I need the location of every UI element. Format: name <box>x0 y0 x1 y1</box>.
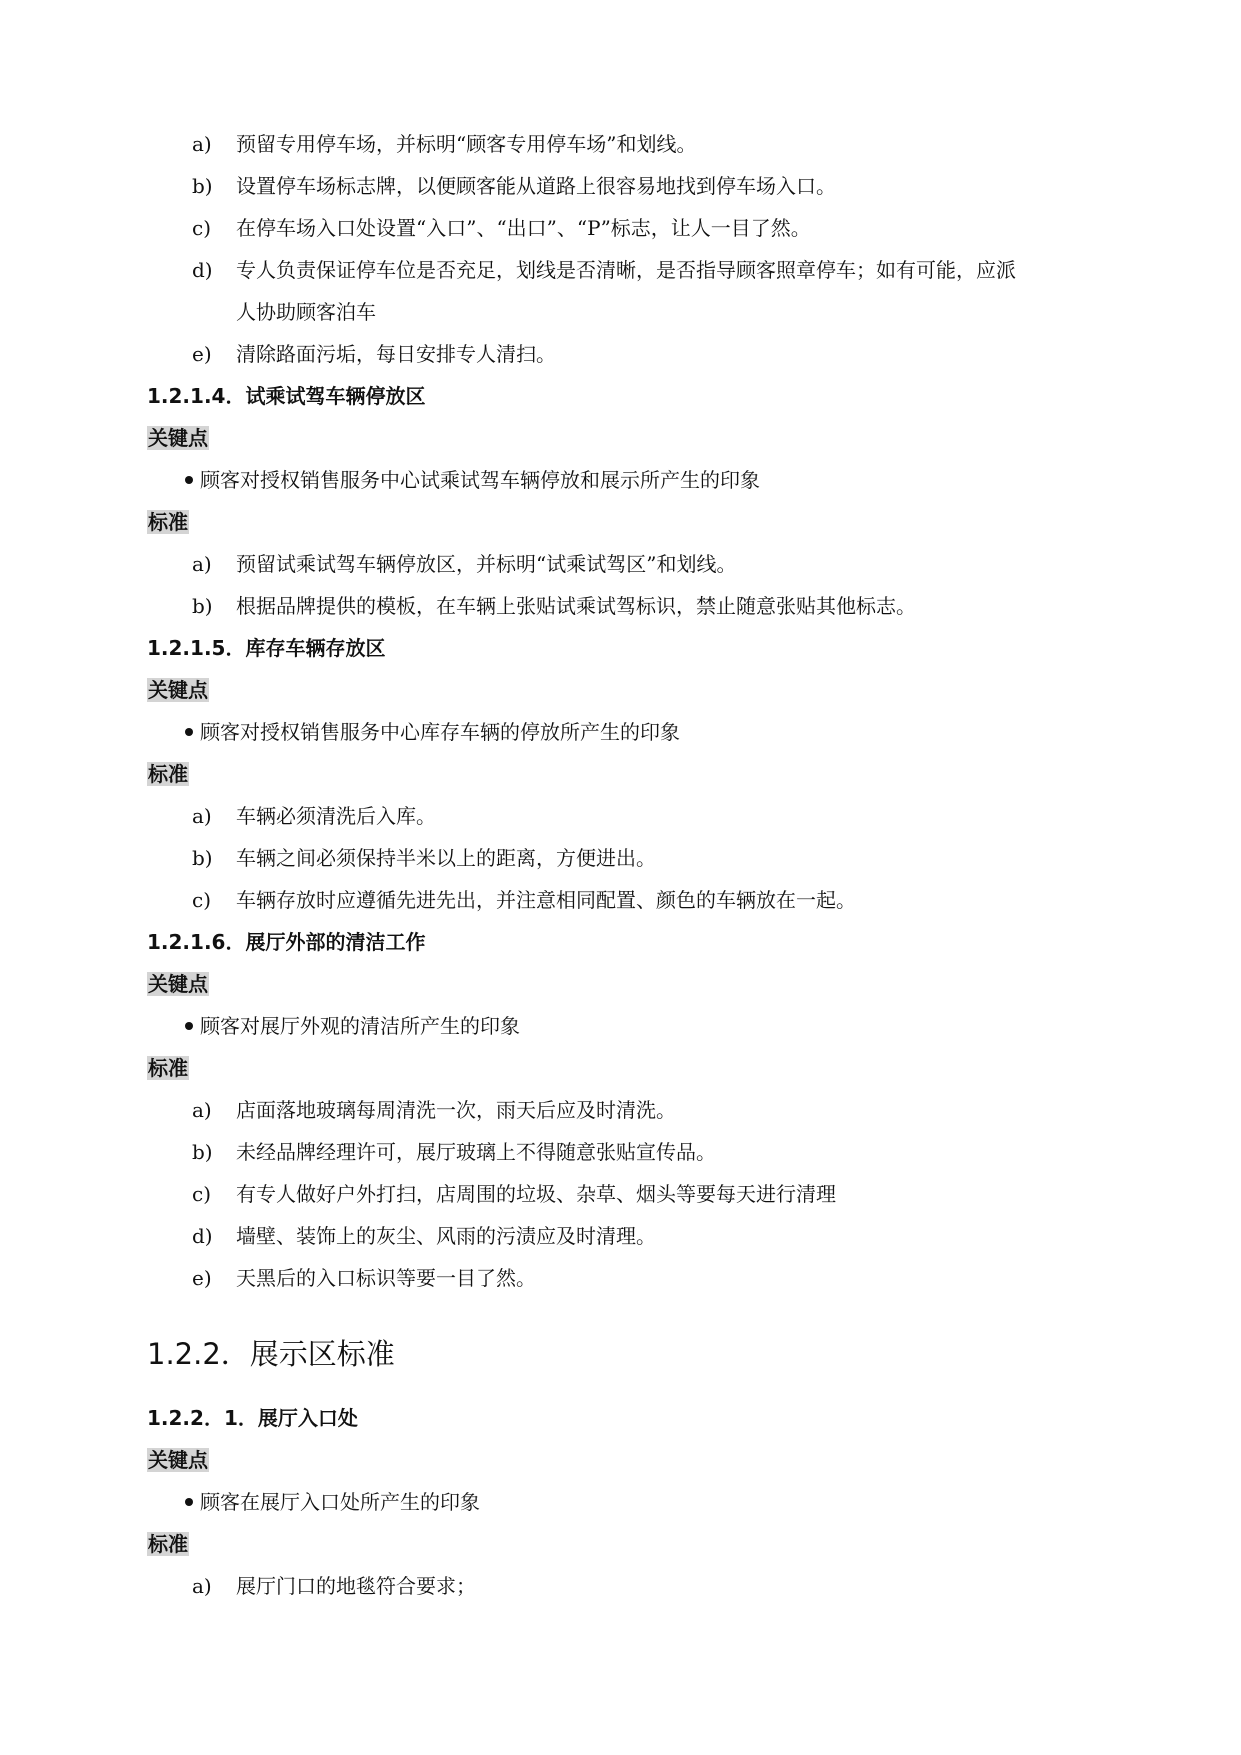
bullet-icon <box>185 1022 193 1030</box>
list-item <box>192 214 811 242</box>
item-continuation: 人协助顾客泊车 <box>236 300 376 324</box>
key-point-label: 关键点 <box>148 426 208 450</box>
item-text: 展厅门口的地毯符合要求； <box>236 1574 476 1598</box>
list-item <box>192 1180 836 1208</box>
list-item <box>192 256 1016 284</box>
item-label: e) <box>192 1266 212 1290</box>
item-label: c) <box>192 1182 212 1206</box>
item-label: d) <box>192 1224 213 1248</box>
item-label: d) <box>192 258 213 282</box>
list-item <box>192 550 736 578</box>
item-label: b) <box>192 174 213 198</box>
item-label: c) <box>192 216 212 240</box>
item-text: 车辆之间必须保持半米以上的距离，方便进出。 <box>236 846 656 870</box>
list-item <box>192 1572 476 1600</box>
key-point: 顾客对授权销售服务中心库存车辆的停放所产生的印象 <box>185 718 680 746</box>
item-text: 有专人做好户外打扫，店周围的垃圾、杂草、烟头等要每天进行清理 <box>236 1182 836 1206</box>
standard-label: 标准 <box>148 510 188 534</box>
list-item <box>192 802 436 830</box>
item-text: 在停车场入口处设置“入口”、“出口”、“P”标志，让人一目了然。 <box>236 216 811 240</box>
key-point: 顾客对授权销售服务中心试乘试驾车辆停放和展示所产生的印象 <box>185 466 760 494</box>
item-text: 天黑后的入口标识等要一目了然。 <box>236 1266 536 1290</box>
chapter-heading: 1.2.2．展示区标准 <box>147 1337 395 1371</box>
item-text: 预留试乘试驾车辆停放区，并标明“试乘试驾区”和划线。 <box>236 552 737 576</box>
bullet-icon <box>185 1498 193 1506</box>
item-text: 车辆存放时应遵循先进先出，并注意相同配置、颜色的车辆放在一起。 <box>236 888 856 912</box>
standard-label: 标准 <box>148 762 188 786</box>
item-label: a) <box>192 552 212 576</box>
list-item <box>192 592 916 620</box>
item-label: e) <box>192 342 212 366</box>
key-point: 顾客对展厅外观的清洁所产生的印象 <box>185 1012 520 1040</box>
section-heading: 1.2.1.6．展厅外部的清洁工作 <box>147 930 426 954</box>
item-text: 清除路面污垢，每日安排专人清扫。 <box>236 342 556 366</box>
list-item <box>192 1222 656 1250</box>
list-item <box>192 130 696 158</box>
item-label: a) <box>192 132 212 156</box>
list-item <box>192 1096 676 1124</box>
item-label: a) <box>192 804 212 828</box>
section-heading: 1.2.1.5．库存车辆存放区 <box>147 636 386 660</box>
item-label: b) <box>192 594 213 618</box>
key-point: 顾客在展厅入口处所产生的印象 <box>185 1488 480 1516</box>
bullet-icon <box>185 728 193 736</box>
standard-label: 标准 <box>148 1532 188 1556</box>
bullet-icon <box>185 476 193 484</box>
item-label: a) <box>192 1098 212 1122</box>
list-item <box>192 172 836 200</box>
item-text: 车辆必须清洗后入库。 <box>236 804 436 828</box>
item-text: 根据品牌提供的模板，在车辆上张贴试乘试驾标识，禁止随意张贴其他标志。 <box>236 594 916 618</box>
item-text: 店面落地玻璃每周清洗一次，雨天后应及时清洗。 <box>236 1098 676 1122</box>
item-label: b) <box>192 846 213 870</box>
standard-label: 标准 <box>148 1056 188 1080</box>
key-point-label: 关键点 <box>148 972 208 996</box>
item-text: 预留专用停车场，并标明“顾客专用停车场”和划线。 <box>236 132 697 156</box>
key-point-label: 关键点 <box>148 678 208 702</box>
list-item <box>192 844 656 872</box>
item-text: 专人负责保证停车位是否充足，划线是否清晰，是否指导顾客照章停车；如有可能，应派 <box>236 258 1016 282</box>
list-item <box>192 1138 716 1166</box>
item-label: c) <box>192 888 212 912</box>
item-label: a) <box>192 1574 212 1598</box>
section-heading: 1.2.1.4．试乘试驾车辆停放区 <box>147 384 426 408</box>
item-text: 未经品牌经理许可，展厅玻璃上不得随意张贴宣传品。 <box>236 1140 716 1164</box>
list-item <box>192 340 556 368</box>
list-item <box>192 886 856 914</box>
item-text: 墙壁、装饰上的灰尘、风雨的污渍应及时清理。 <box>236 1224 656 1248</box>
item-text: 设置停车场标志牌，以便顾客能从道路上很容易地找到停车场入口。 <box>236 174 836 198</box>
list-item <box>192 1264 536 1292</box>
section-heading: 1.2.2．1．展厅入口处 <box>147 1406 358 1430</box>
key-point-label: 关键点 <box>148 1448 208 1472</box>
item-label: b) <box>192 1140 213 1164</box>
